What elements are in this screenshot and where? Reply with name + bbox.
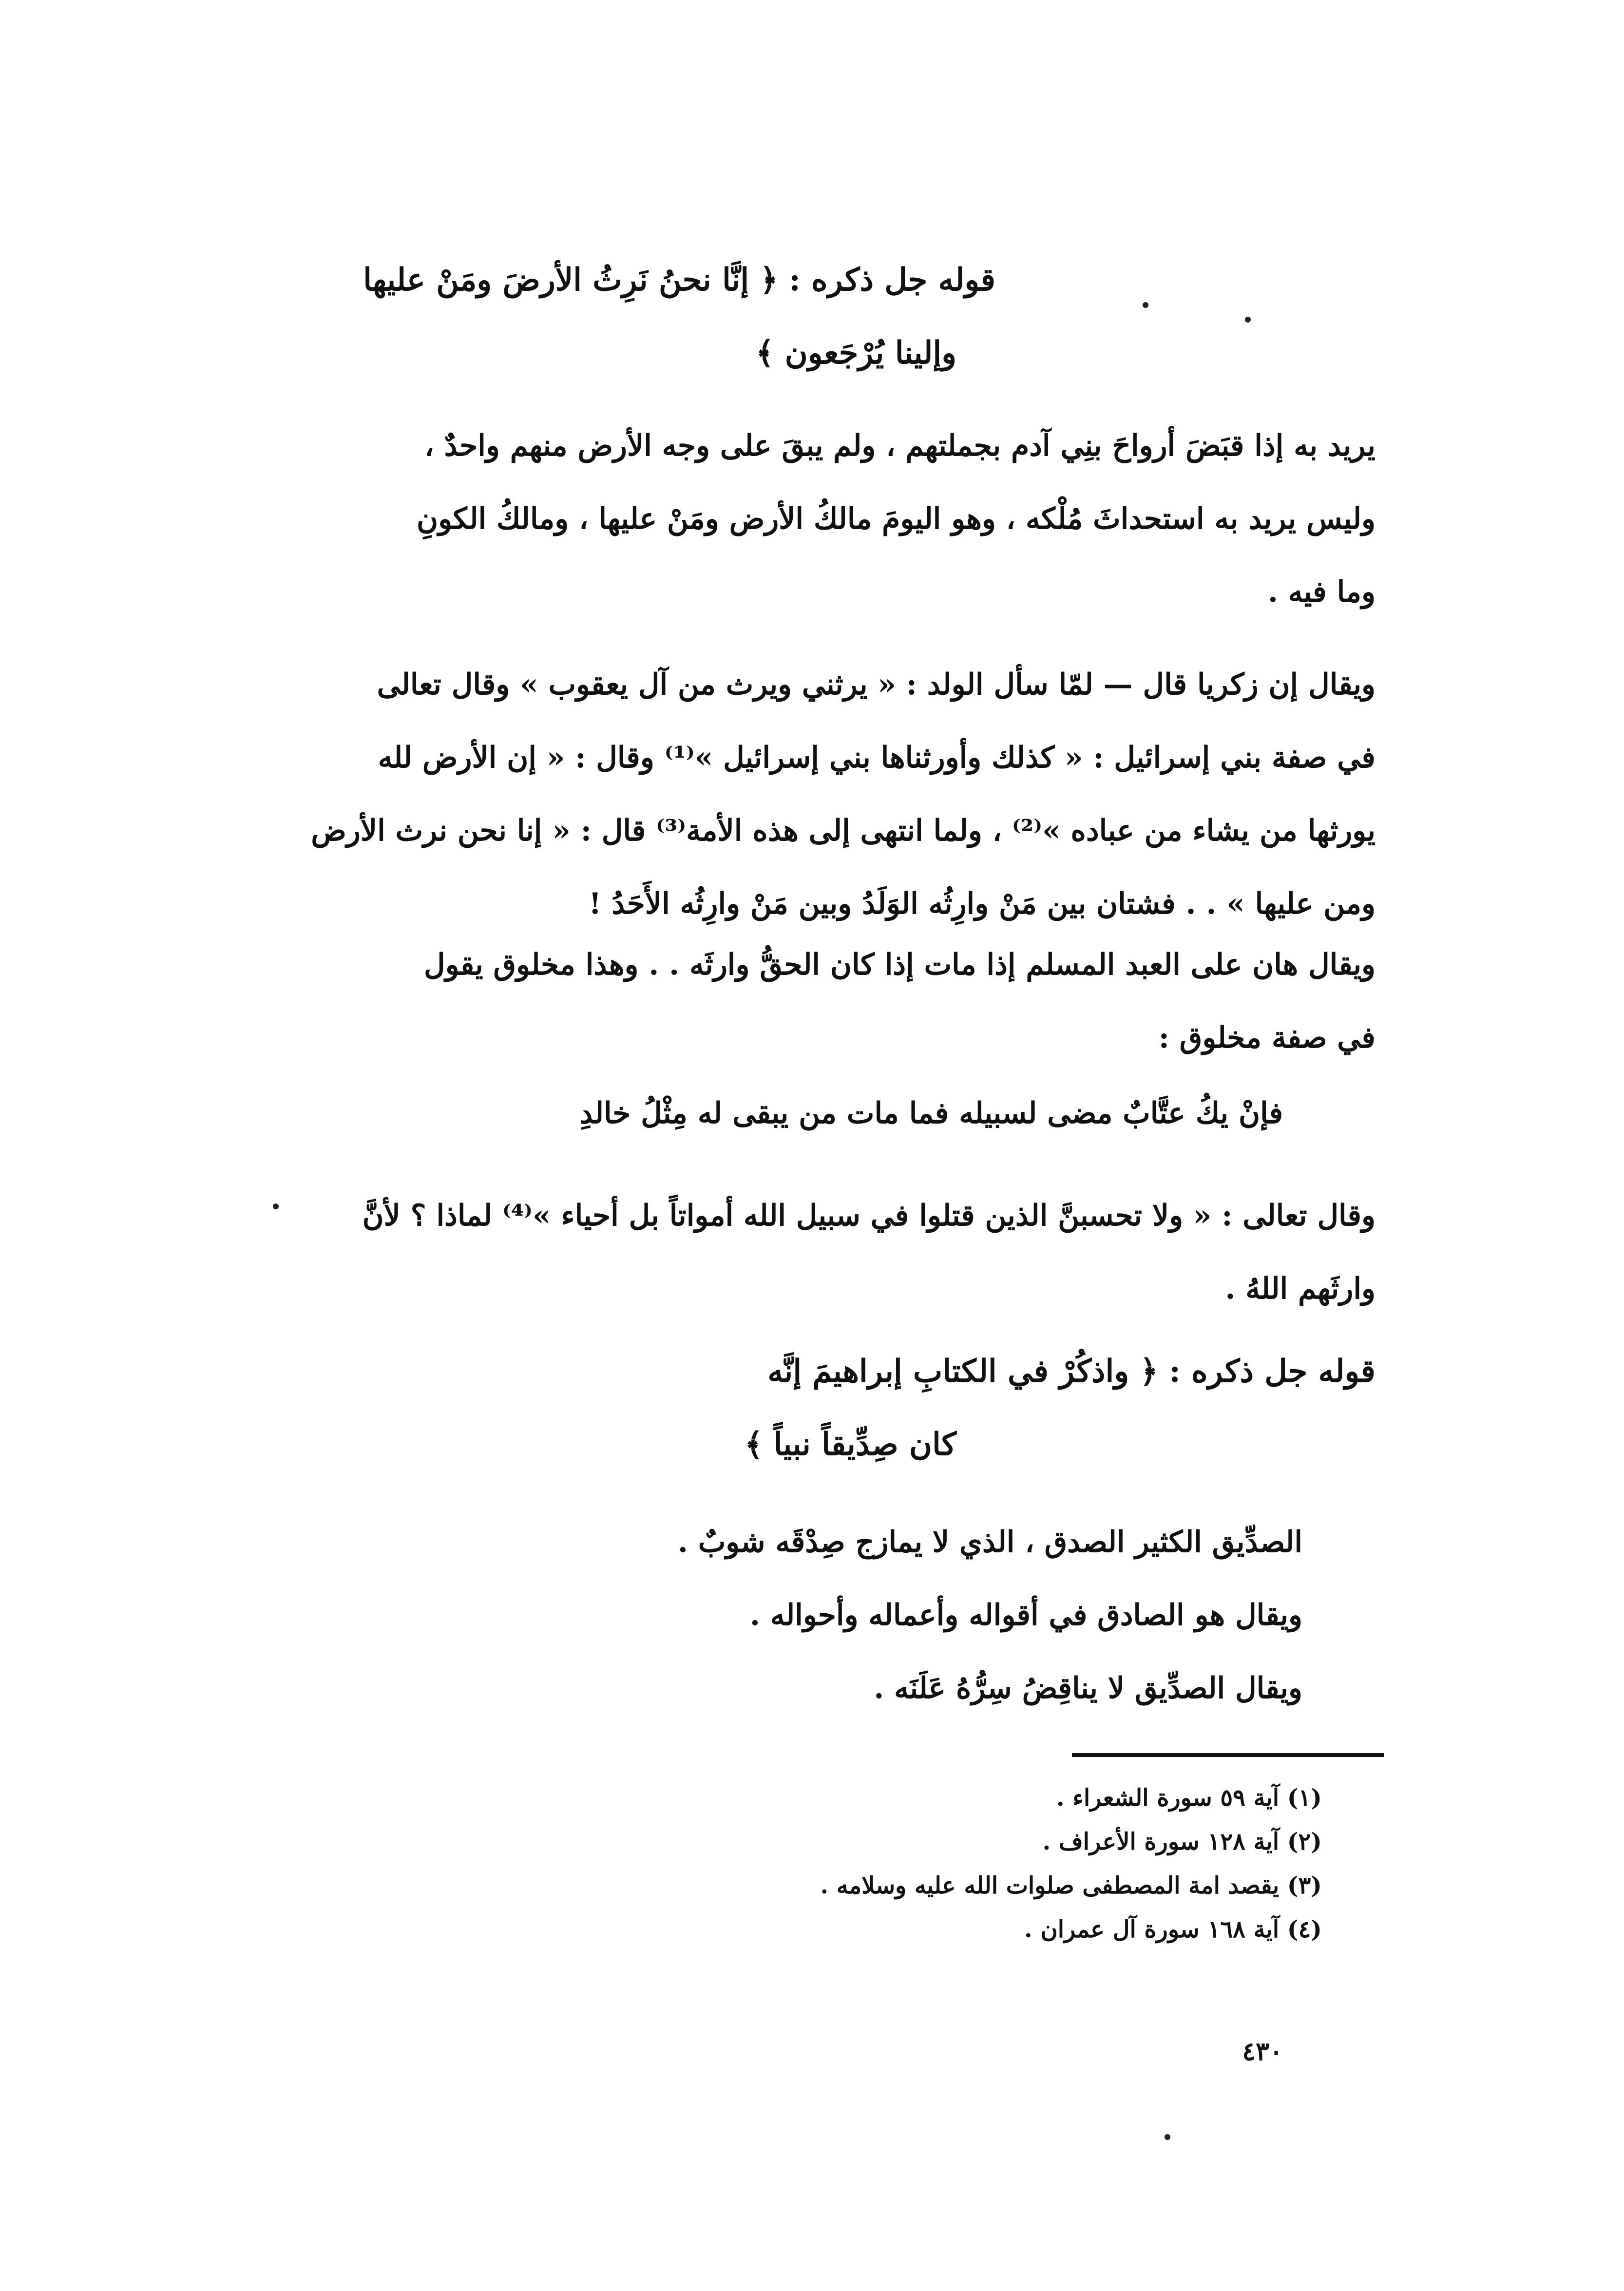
- footnote: (١) آية ٥٩ سورة الشعراء .: [1056, 1784, 1322, 1812]
- page-number: ٤٣٠: [1242, 2037, 1283, 2066]
- scan-speck: [1245, 317, 1251, 323]
- heading-line: وإلينا يُرْجَعون ﴾: [756, 335, 956, 371]
- heading-line: قوله جل ذكره : ﴿ واذكُرْ في الكتابِ إبراهيمَ إنَّه: [767, 1353, 1376, 1390]
- footnotes: [820, 1776, 1322, 1951]
- text-line: يورثها من يشاء من عباده »⁽²⁾ ، ولما انتهى إلى هذه الأمة⁽³⁾ قال : « إنا نحن نرث الأرض: [311, 814, 1376, 848]
- paragraph-1: [417, 409, 1376, 629]
- section-heading-1: [363, 244, 995, 317]
- footnote: (٣) يقصد امة المصطفى صلوات الله عليه وسلامه .: [820, 1872, 1322, 1899]
- footnote: (٢) آية ١٢٨ سورة الأعراف .: [1042, 1828, 1322, 1855]
- text-line: وقال تعالى : « ولا تحسبنَّ الذين قتلوا في سبيل الله أمواتاً بل أحياء »⁽⁴⁾ لماذا ؟ لأنَّ: [362, 1199, 1376, 1233]
- footnote: (٤) آية ١٦٨ سورة آل عمران .: [1024, 1916, 1322, 1943]
- text-line: ويقال هان على العبد المسلم إذا مات إذا كان الحقُّ وارثَه . . وهذا مخلوق يقول: [424, 948, 1376, 982]
- paragraph-2: [311, 648, 1376, 940]
- text-line: في صفة بني إسرائيل : « كذلك وأورثناها بني إسرائيل »⁽¹⁾ وقال : « إن الأرض لله: [378, 741, 1376, 775]
- paragraph-5: [678, 1506, 1302, 1725]
- scan-speck: [1165, 2134, 1170, 2140]
- heading-line: كان صِدِّيقاً نبياً ﴾: [745, 1426, 956, 1463]
- text-line: ويقال هو الصادق في أقواله وأعماله وأحواله .: [749, 1598, 1302, 1632]
- heading-line: قوله جل ذكره : ﴿ إنَّا نحنُ نَرِثُ الأرضَ ومَنْ عليها: [363, 262, 995, 298]
- text-line: في صفة مخلوق :: [1158, 1021, 1376, 1055]
- footnote-divider: [1072, 1753, 1384, 1757]
- verse-line: فإنْ يكُ عتَّابٌ مضى لسبيله فما مات من يبقى له مِثْلُ خالدِ: [579, 1096, 1283, 1130]
- paragraph-3: [424, 928, 1376, 1074]
- text-line: وارثَهم اللهُ .: [1225, 1272, 1376, 1306]
- poetry-verse: [579, 1077, 1283, 1150]
- scan-speck: [273, 1203, 279, 1209]
- text-line: يريد به إذا قبَضَ أرواحَ بنِي آدم بجملتهم ، ولم يبقَ على وجه الأرض منهم واحدٌ ،: [424, 429, 1376, 463]
- section-heading-2: [767, 1335, 1376, 1408]
- text-line: ويقال الصدِّيق لا يناقِضُ سِرُّهُ عَلَنَه .: [874, 1671, 1302, 1705]
- text-line: وما فيه .: [1267, 575, 1376, 609]
- scan-speck: [1143, 302, 1148, 308]
- section-heading-2-cont: [745, 1408, 956, 1481]
- text-line: ومن عليها » . . فشتان بين مَنْ وارِثُه الوَلَدُ وبين مَنْ وارِثُه الأَحَدُ !: [589, 887, 1376, 921]
- section-heading-1-cont: [756, 317, 956, 390]
- text-line: الصدِّيق الكثير الصدق ، الذي لا يمازج صِدْقَه شوبٌ .: [678, 1525, 1302, 1559]
- paragraph-4: [363, 1179, 1376, 1325]
- text-line: ويقال إن زكريا قال — لمّا سأل الولد : « يرثني ويرث من آل يعقوب » وقال تعالى: [377, 668, 1376, 702]
- text-line: وليس يريد به استحداثَ مُلْكه ، وهو اليومَ مالكُ الأرض ومَنْ عليها ، ومالكُ الكونِ: [417, 502, 1376, 536]
